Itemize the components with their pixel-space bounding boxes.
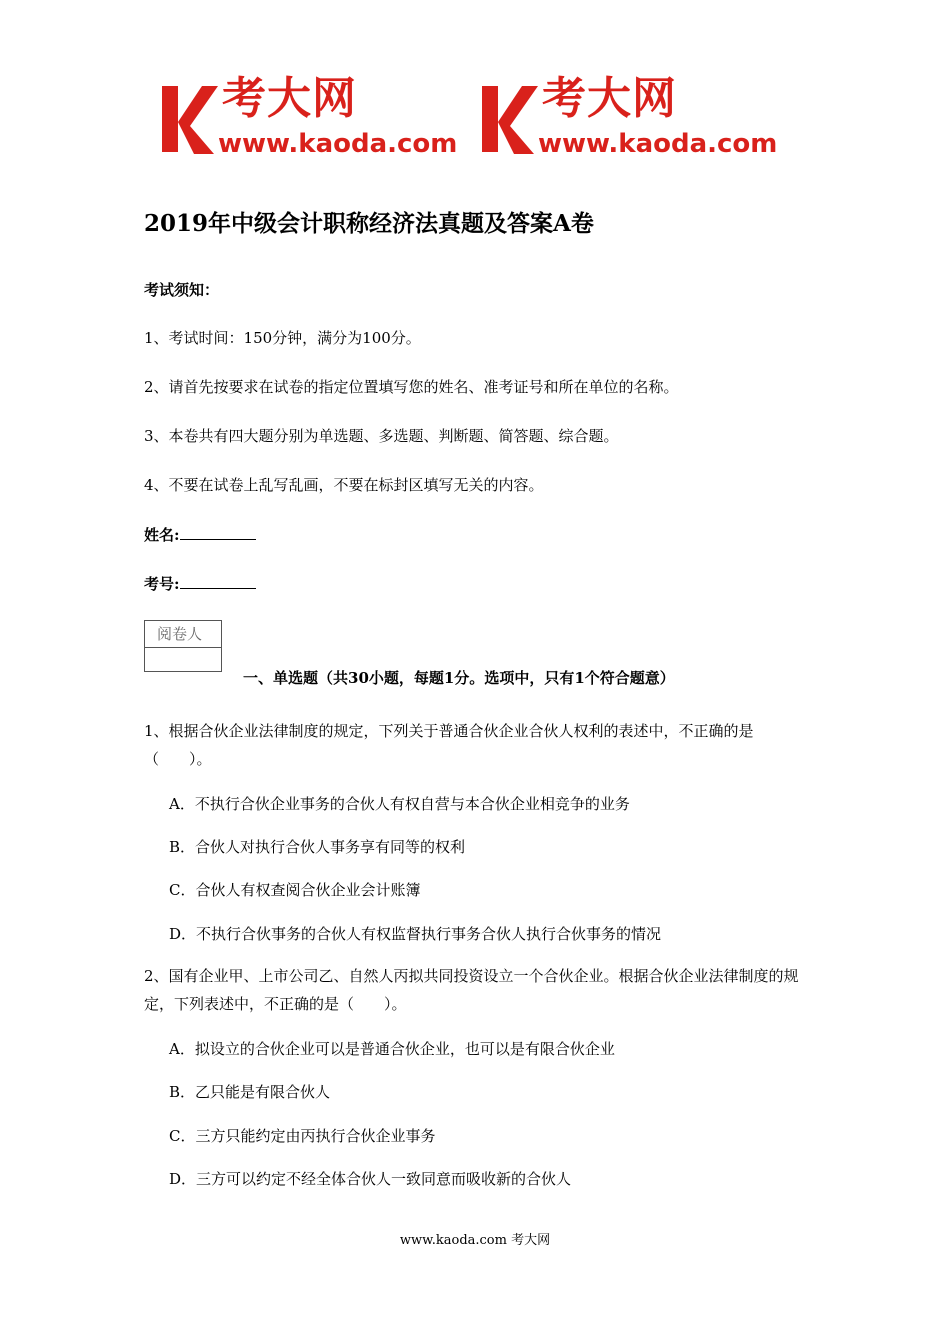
grader-box [144, 620, 222, 672]
logo-brand-text: 考大网 [222, 73, 357, 124]
page-footer: www.kaoda.com 考大网 [399, 1233, 551, 1248]
name-field [144, 524, 256, 545]
notice-item: 4、不要在试卷上乱写乱画，不要在标封区填写无关的内容。 [144, 476, 544, 494]
question-text: 2、国有企业甲、上市公司乙、自然人丙拟共同投资设立一个合伙企业。根据合伙企业法律制度的规定，下列表述中，不正确的是（ ）。 [144, 967, 799, 1013]
notice-item: 3、本卷共有四大题分别为单选题、多选题、判断题、简答题、综合题。 [144, 427, 619, 445]
name-blank [180, 525, 256, 540]
document-title: 2019年中级会计职称经济法真题及答案A卷 [144, 210, 594, 237]
logo-url-text: www.kaoda.com [538, 129, 778, 159]
grader-label: 阅卷人 [145, 621, 221, 648]
question-option: D．不执行合伙事务的合伙人有权监督执行事务合伙人执行合伙事务的情况 [169, 925, 662, 943]
number-label: 考号: [144, 575, 180, 593]
logo-url-text: www.kaoda.com [218, 129, 458, 159]
name-label: 姓名: [144, 526, 180, 544]
kaoda-logo [480, 73, 798, 162]
question-option: B．乙只能是有限合伙人 [169, 1083, 331, 1101]
question-option: C．三方只能约定由丙执行合伙企业事务 [169, 1127, 436, 1145]
section-heading: 一、单选题（共30小题，每题1分。选项中，只有1个符合题意） [243, 669, 675, 687]
kaoda-logo [160, 73, 478, 162]
question-option: A．不执行合伙企业事务的合伙人有权自营与本合伙企业相竞争的业务 [169, 795, 630, 813]
notice-item: 1、考试时间：150分钟，满分为100分。 [144, 329, 421, 347]
k-logo-icon [480, 82, 540, 156]
notice-heading: 考试须知： [144, 281, 220, 299]
question-option: D．三方可以约定不经全体合伙人一致同意而吸收新的合伙人 [169, 1170, 572, 1188]
number-field [144, 573, 256, 594]
logo-brand-text: 考大网 [542, 73, 677, 124]
number-blank [180, 574, 256, 589]
question-text: 1、根据合伙企业法律制度的规定，下列关于普通合伙企业合伙人权利的表述中，不正确的是（ ）。 [144, 722, 754, 768]
notice-item: 2、请首先按要求在试卷的指定位置填写您的姓名、准考证号和所在单位的名称。 [144, 378, 679, 396]
k-logo-icon [160, 82, 220, 156]
question-option: A．拟设立的合伙企业可以是普通合伙企业，也可以是有限合伙企业 [169, 1040, 615, 1058]
question-option: B．合伙人对执行合伙人事务享有同等的权利 [169, 838, 466, 856]
question-option: C．合伙人有权查阅合伙企业会计账簿 [169, 881, 421, 899]
